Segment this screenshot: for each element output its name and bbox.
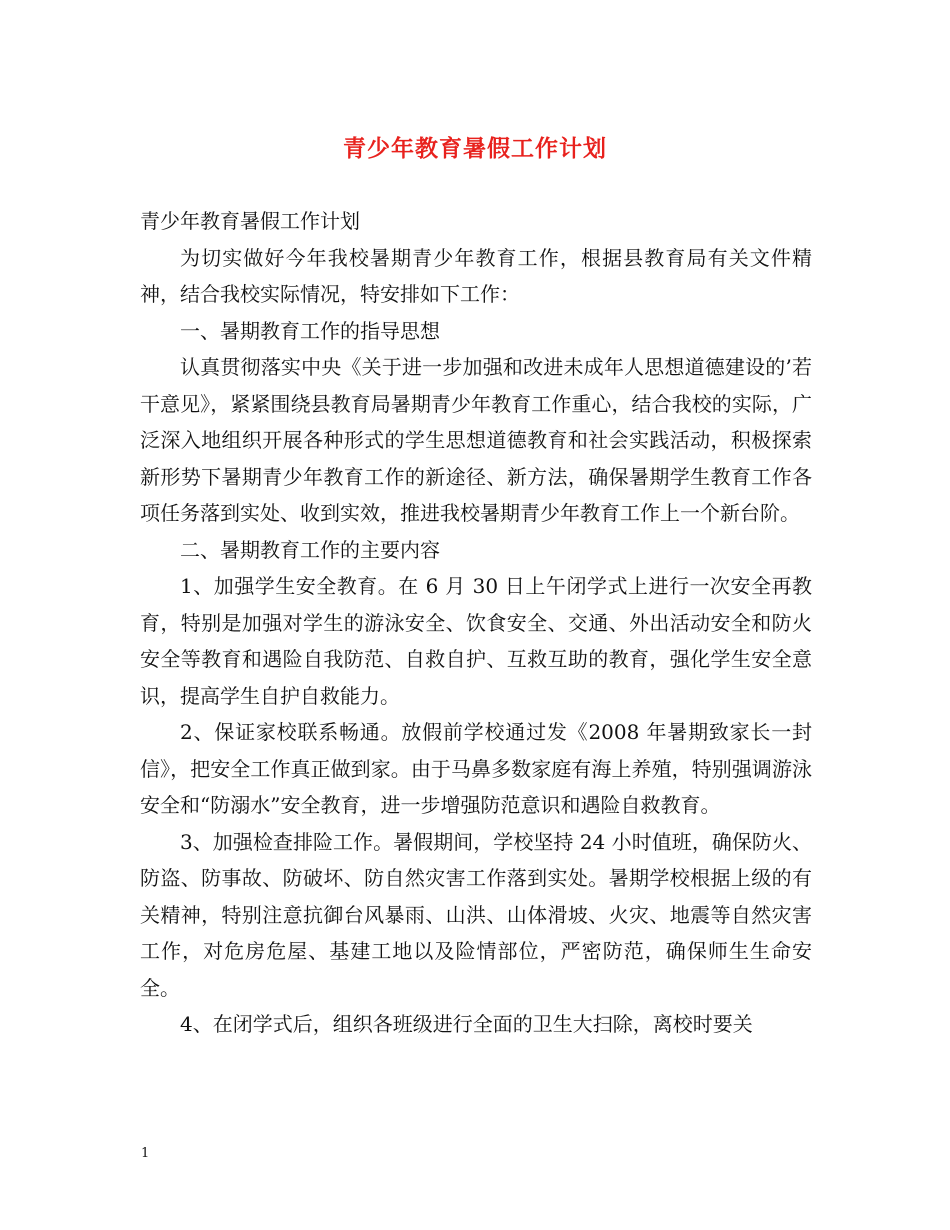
body-heading: 青少年教育暑假工作计划: [140, 209, 360, 233]
item-4-paragraph: 4、在闭学式后，组织各班级进行全面的卫生大扫除，离校时要关: [180, 1012, 753, 1036]
item-3-paragraph: 3、加强检查排险工作。暑假期间，学校坚持 24 小时值班，确保防火、防盗、防事故、防破坏、防自然灾害工作落到实处。暑期学校根据上级的有关精神，特别注意抗御台风暴雨、山洪、山体滑坡、火灾、地震等自然灾害工作，对危房危屋、基建工地以及险情部位，严密防范，确保师生生命安全。: [140, 829, 812, 1000]
document-body: [140, 203, 812, 1043]
document-title: 青少年教育暑假工作计划: [343, 135, 607, 162]
intro-paragraph: 为切实做好今年我校暑期青少年教育工作，根据县教育局有关文件精神，结合我校实际情况，特安排如下工作：: [140, 245, 812, 306]
section-heading-1: 一、暑期教育工作的指导思想: [180, 318, 440, 343]
item-2-paragraph: 2、保证家校联系畅通。放假前学校通过发《2008 年暑期致家长一封信》，把安全工作真正做到家。由于马鼻多数家庭有海上养殖，特别强调游泳安全和“防溺水”安全教育，进一步增强防范意识和遇险自救教育。: [140, 720, 812, 817]
item-1-paragraph: 1、加强学生安全教育。在 6 月 30 日上午闭学式上进行一次安全再教育，特别是加强对学生的游泳安全、饮食安全、交通、外出活动安全和防火安全等教育和遇险自我防范、自救自护、互救互助的教育，强化学生安全意识，提高学生自护自救能力。: [140, 574, 812, 708]
section-heading-2: 二、暑期教育工作的主要内容: [180, 537, 440, 562]
guiding-principle-paragraph: 认真贯彻落实中央《关于进一步加强和改进未成年人思想道德建设的’若干意见》，紧紧围绕县教育局暑期青少年教育工作重心，结合我校的实际，广泛深入地组织开展各种形式的学生思想道德教育和社会实践活动，积极探索新形势下暑期青少年教育工作的新途径、新方法，确保暑期学生教育工作各项任务落到实处、收到实效，推进我校暑期青少年教育工作上一个新台阶。: [140, 355, 812, 525]
page-number: 1: [141, 1146, 150, 1161]
